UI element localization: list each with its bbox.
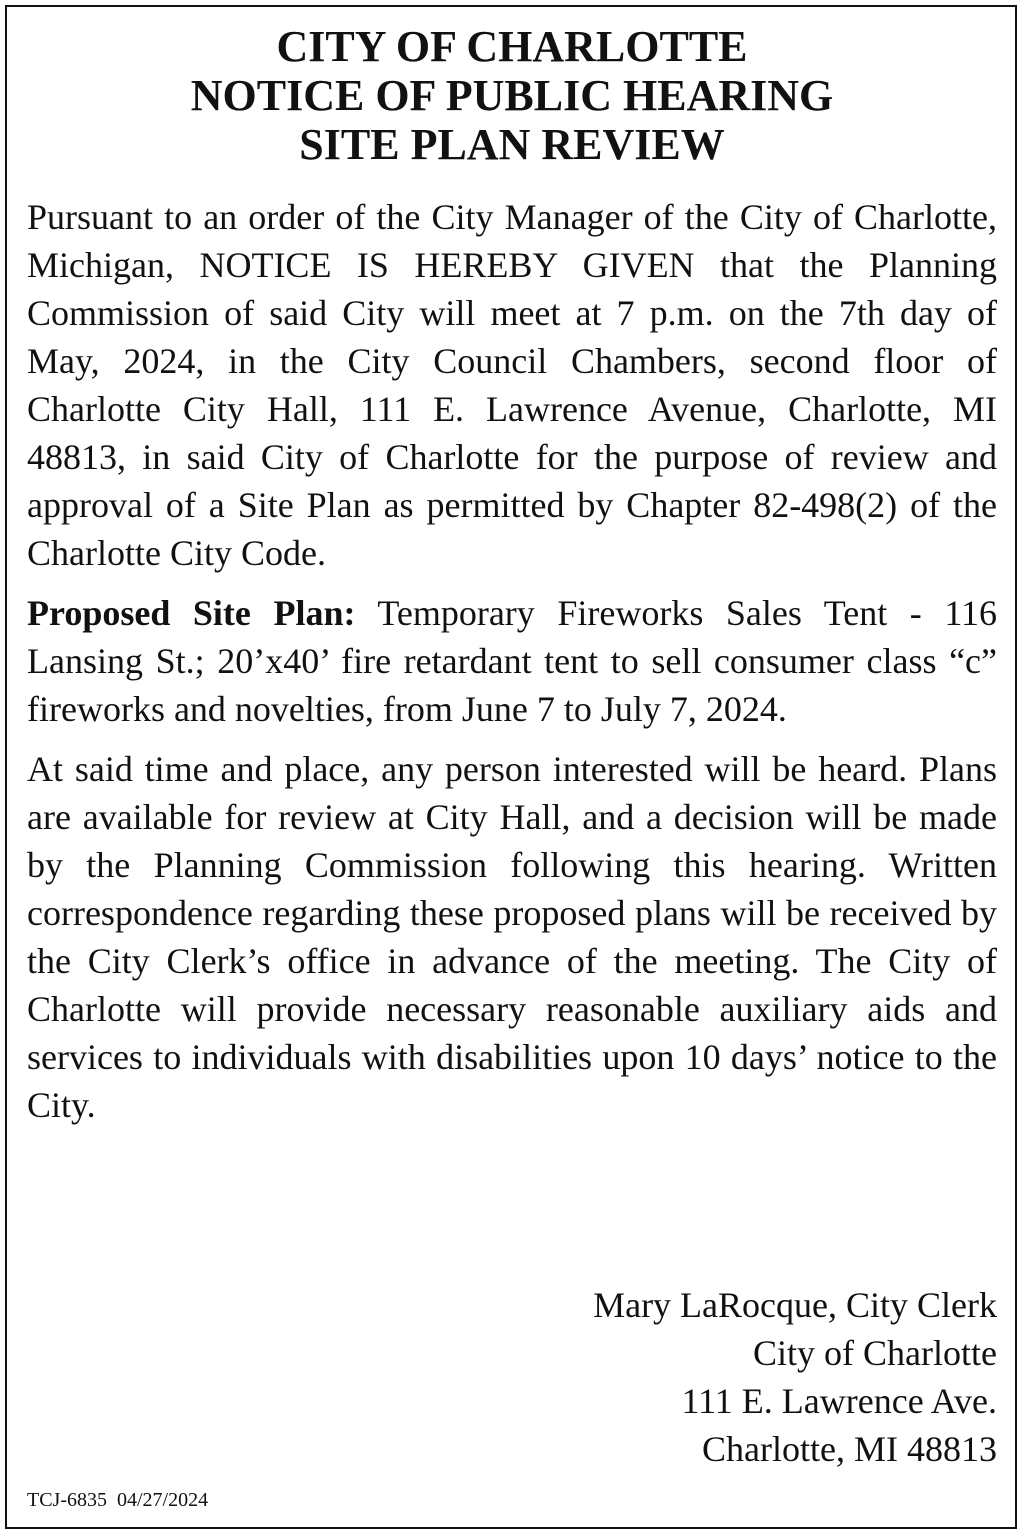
title-line-review: SITE PLAN REVIEW xyxy=(299,120,725,169)
clerk-signature-block xyxy=(593,1281,997,1473)
clerk-street-address: 111 E. Lawrence Ave. xyxy=(681,1381,997,1421)
publication-code: TCJ-6835 04/27/2024 xyxy=(27,1489,209,1511)
title-line-notice: NOTICE OF PUBLIC HEARING xyxy=(190,71,834,120)
title-line-city: CITY OF CHARLOTTE xyxy=(276,22,748,71)
clerk-organization: City of Charlotte xyxy=(753,1333,997,1373)
proposed-site-plan-text: Temporary Fireworks Sales Tent - 116 Lansing St.; 20’x40’ fire retardant tent to sell consumer class “c” fireworks and novelties, from June 7 to July 7, 2024. xyxy=(27,593,998,729)
clerk-name: Mary LaRocque, City Clerk xyxy=(593,1285,997,1325)
clerk-city-state-zip: Charlotte, MI 48813 xyxy=(702,1429,997,1469)
notice-title xyxy=(0,22,1024,169)
proposed-site-plan-label: Proposed Site Plan: xyxy=(27,593,356,633)
proposed-site-plan-paragraph xyxy=(27,589,997,733)
hearing-order-paragraph: Pursuant to an order of the City Manager of the City of Charlotte, Michigan, NOTICE IS HEREBY GIVEN that the Planning Commission of said City will meet at 7 p.m. on the 7th day of May, 2024, in the City Council Chambers, second floor of Charlotte City Hall, 111 E. Lawrence Avenue, Charlotte, MI 48813, in said City of Charlotte for the purpose of review and approval of a Site Plan as permitted by Chapter 82-498(2) of the Charlotte City Code. xyxy=(27,197,997,573)
notice-body xyxy=(27,193,997,1141)
public-comment-paragraph: At said time and place, any person interested will be heard. Plans are available for review at City Hall, and a decision will be made by the Planning Commission following this hearing. Written correspondence regarding these proposed plans will be received by the City Clerk’s office in advance of the meeting. The City of Charlotte will provide necessary reasonable auxiliary aids and services to individuals with disabilities upon 10 days’ notice to the City. xyxy=(27,749,997,1125)
